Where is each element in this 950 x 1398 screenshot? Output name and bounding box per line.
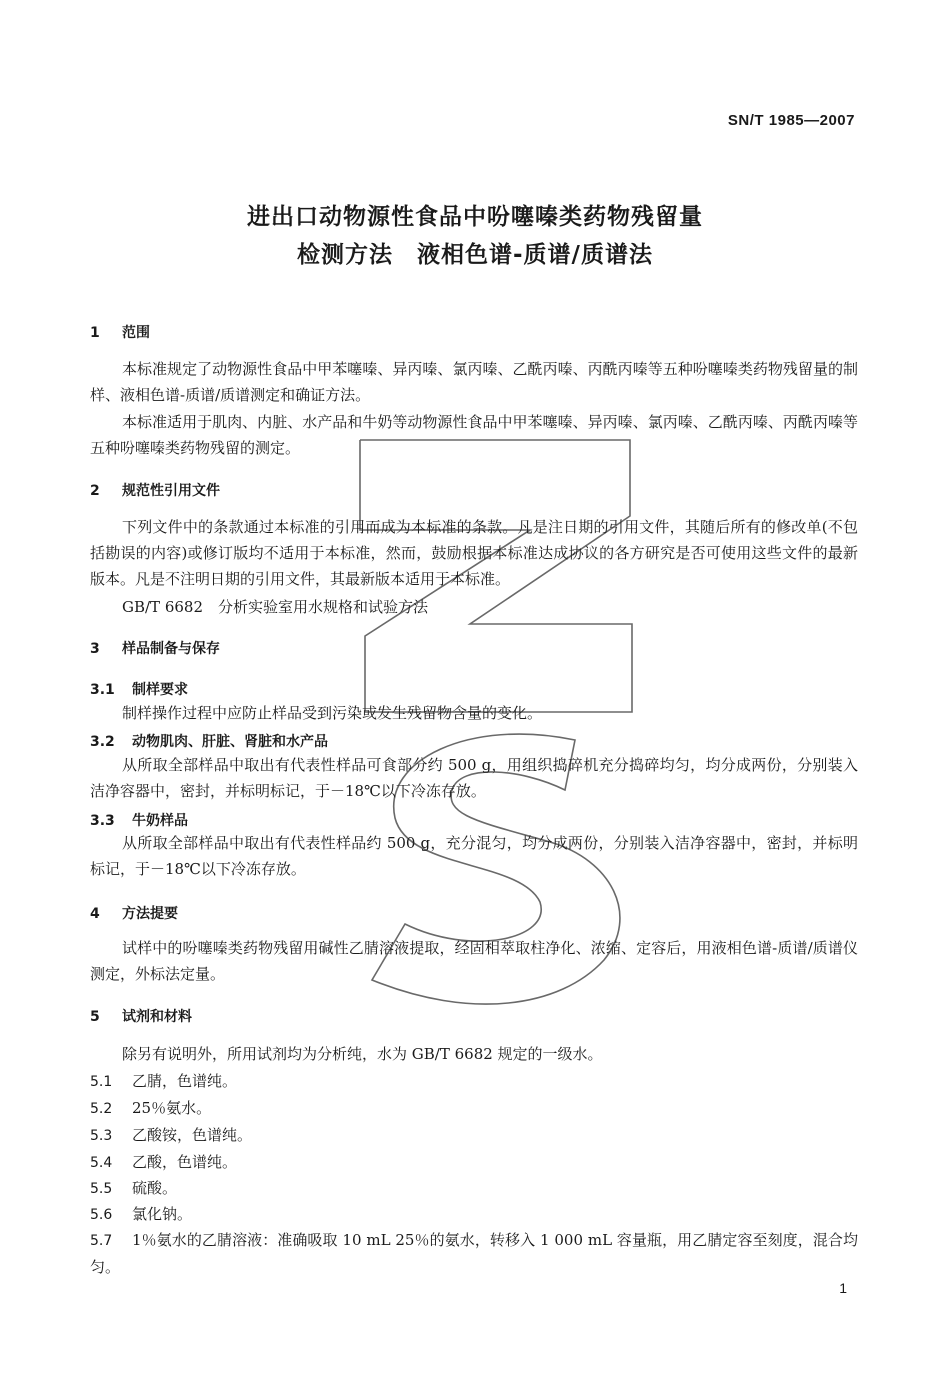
item-text: 乙酸铵，色谱纯。 [132, 1126, 253, 1144]
list-item [90, 1149, 858, 1176]
item-number: 5.7 [90, 1233, 113, 1249]
section-3-heading [90, 638, 220, 658]
section-3-3-paragraph: 从所取全部样品中取出有代表性样品约 500 g，充分混匀，均分成两份，分别装入洁净容器中，密封，并标明标记，于－18℃以下冷冻存放。 [90, 834, 858, 878]
item-text: 25％氨水。 [132, 1099, 212, 1117]
section-number: 3.3 [90, 813, 115, 829]
item-text: 1％氨水的乙腈溶液：准确吸取 10 mL 25％的氨水，转移入 1 000 mL 容量瓶，用乙腈定容至刻度，混合均匀。 [90, 1231, 858, 1276]
section-5-heading [90, 1006, 192, 1026]
section-title: 方法提要 [122, 906, 178, 922]
section-1-paragraph-2: 本标准适用于肌肉、内脏、水产品和牛奶等动物源性食品中甲苯噻嗪、异丙嗪、氯丙嗪、乙酰丙嗪、丙酰丙嗪等五种吩噻嗪类药物残留的测定。 [90, 413, 858, 457]
item-number: 5.6 [90, 1207, 113, 1223]
section-number: 2 [90, 483, 100, 499]
section-3-3-heading [90, 810, 188, 830]
item-number: 5.5 [90, 1181, 113, 1197]
section-3-1-paragraph: 制样操作过程中应防止样品受到污染或发生残留物含量的变化。 [122, 704, 543, 722]
document-title-line1: 进出口动物源性食品中吩噻嗪类药物残留量 [247, 204, 703, 230]
list-item [90, 1122, 858, 1149]
section-2-heading [90, 480, 220, 500]
page-number: 1 [839, 1280, 847, 1296]
section-3-2-heading [90, 731, 328, 751]
title-part-b: 液相色谱-质谱/质谱法 [417, 242, 653, 268]
item-text: 硫酸。 [132, 1179, 178, 1197]
item-text: 乙酸，色谱纯。 [132, 1153, 238, 1171]
item-number: 5.1 [90, 1074, 113, 1090]
section-5-intro: 除另有说明外，所用试剂均为分析纯，水为 GB/T 6682 规定的一级水。 [122, 1045, 603, 1063]
section-title: 规范性引用文件 [122, 483, 220, 499]
list-item [90, 1201, 858, 1228]
item-number: 5.3 [90, 1128, 113, 1144]
list-item [90, 1175, 858, 1202]
section-4-heading [90, 903, 178, 923]
section-number: 3.2 [90, 734, 115, 750]
section-title: 动物肌肉、肝脏、肾脏和水产品 [132, 734, 328, 750]
title-part-a: 检测方法 [297, 242, 394, 268]
section-2-paragraph: 下列文件中的条款通过本标准的引用而成为本标准的条款。凡是注日期的引用文件，其随后所有的修改单(不包括勘误的内容)或修订版均不适用于本标准，然而，鼓励根据本标准达成协议的各方研究是否可使用这些文件的最新版本。凡是不注明日期的引用文件，其最新版本适用于本标准。 [90, 518, 858, 588]
section-number: 4 [90, 906, 100, 922]
item-number: 5.4 [90, 1155, 113, 1171]
section-4-paragraph: 试样中的吩噻嗪类药物残留用碱性乙腈溶液提取，经固相萃取柱净化、浓缩、定容后，用液相色谱-质谱/质谱仪测定，外标法定量。 [90, 939, 858, 983]
list-item [90, 1095, 858, 1122]
section-3-1-heading [90, 679, 188, 699]
section-1-heading [90, 322, 150, 342]
section-title: 牛奶样品 [132, 813, 188, 829]
section-title: 范围 [122, 325, 150, 341]
document-title-line2 [0, 236, 950, 269]
list-item [90, 1227, 858, 1280]
section-title: 制样要求 [132, 682, 188, 698]
standard-number: SN/T 1985—2007 [727, 112, 855, 129]
section-title: 试剂和材料 [122, 1009, 192, 1025]
section-number: 5 [90, 1009, 100, 1025]
section-title: 样品制备与保存 [122, 641, 220, 657]
item-text: 氯化钠。 [132, 1205, 193, 1223]
section-number: 3.1 [90, 682, 115, 698]
section-number: 3 [90, 641, 100, 657]
normative-reference: GB/T 6682 分析实验室用水规格和试验方法 [122, 598, 429, 616]
list-item [90, 1068, 858, 1095]
section-1-paragraph-1: 本标准规定了动物源性食品中甲苯噻嗪、异丙嗪、氯丙嗪、乙酰丙嗪、丙酰丙嗪等五种吩噻嗪类药物残留量的制样、液相色谱-质谱/质谱测定和确证方法。 [90, 360, 858, 404]
section-number: 1 [90, 325, 100, 341]
item-number: 5.2 [90, 1101, 113, 1117]
item-text: 乙腈，色谱纯。 [132, 1072, 238, 1090]
section-3-2-paragraph: 从所取全部样品中取出有代表性样品可食部分约 500 g，用组织捣碎机充分捣碎均匀，均分成两份，分别装入洁净容器中，密封，并标明标记，于－18℃以下冷冻存放。 [90, 756, 858, 800]
